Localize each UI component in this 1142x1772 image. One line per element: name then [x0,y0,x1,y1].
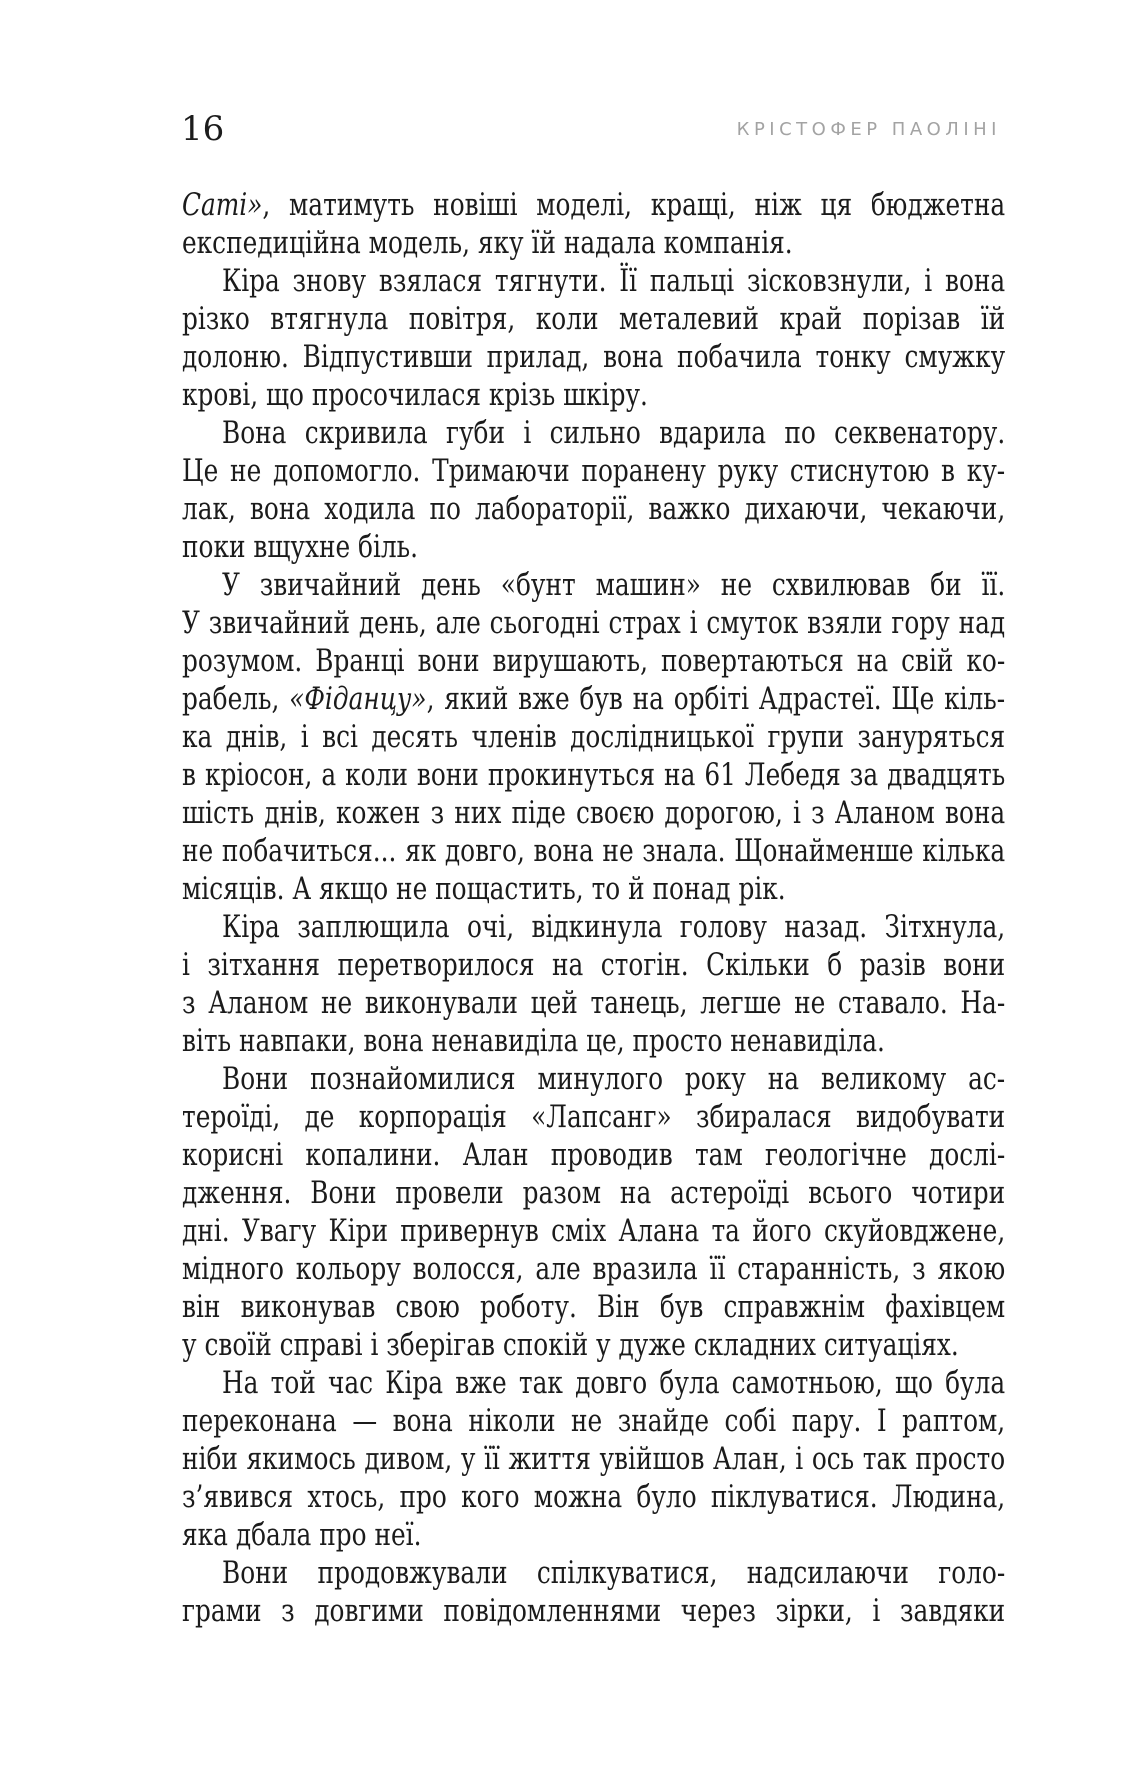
text-line: Саті», матимуть новіші моделі, кращі, ніж ця бюджетна [182,187,1006,223]
text-line: На той час Кіра вже так довго була самотньою, що була [222,1365,1006,1401]
text-line: розумом. Вранці вони вирушають, повертаються на свій ко- [182,643,1006,679]
text-line: корисні копалини. Алан проводив там геологічне дослі- [182,1137,1006,1173]
text-line: долоню. Відпустивши прилад, вона побачила тонку смужку [182,339,1006,375]
text-line: Це не допомогло. Тримаючи поранену руку стиснутою в ку- [182,453,1006,489]
text-line: переконана — вона ніколи не знайде собі пару. І раптом, [182,1403,1006,1439]
text-line: ніби якимось дивом, у її життя увійшов Алан, і ось так просто [182,1441,1006,1477]
text-line: тероїді, де корпорація «Лапсанг» збиралася видобувати [182,1099,1006,1135]
text-line: рабель, «Фіданцу», який вже був на орбіті Адрастеї. Ще кіль- [182,681,1006,717]
text-line: дні. Увагу Кіри привернув сміх Алана та його скуйовджене, [182,1213,1006,1249]
text-line: Вони познайомилися минулого року на великому ас- [222,1061,1006,1097]
text-line: з’явився хтось, про кого можна було піклуватися. Людина, [182,1479,1006,1515]
text-line: грами з довгими повідомленнями через зірки, і завдяки [182,1593,1006,1629]
text-line: і зітхання перетворилося на стогін. Скільки б разів вони [182,947,1006,983]
text-line: крові, що просочилася крізь шкіру. [182,377,648,413]
text-line: ка днів, і всі десять членів дослідницької групи зануряться [182,719,1006,755]
text-line: дження. Вони провели разом на астероїді всього чотири [182,1175,1006,1211]
text-line: віть навпаки, вона ненавиділа це, просто ненавиділа. [182,1023,885,1059]
text-line: експедиційна модель, яку їй надала компанія. [182,225,793,261]
page-number: 16 [181,109,225,149]
running-header: КРІСТОФЕР ПАОЛІНІ [736,119,1001,140]
text-line: в кріосон, а коли вони прокинуться на 61 Лебедя за двадцять [182,757,1006,793]
text-line: лак, вона ходила по лабораторії, важко дихаючи, чекаючи, [182,491,1006,527]
text-line: не побачиться... як довго, вона не знала. Щонайменше кілька [182,833,1006,869]
text-line: мідного кольору волосся, але вразила її старанність, з якою [182,1251,1006,1287]
text-line: Вони продовжували спілкуватися, надсилаючи голо- [222,1555,1006,1591]
text-line: поки вщухне біль. [182,529,419,565]
text-line: місяців. А якщо не пощастить, то й понад рік. [182,871,786,907]
text-line: з Аланом не виконували цей танець, легше не ставало. На- [182,985,1006,1021]
text-line: яка дбала про неї. [182,1517,422,1553]
text-line: Кіра заплющила очі, відкинула голову назад. Зітхнула, [222,909,1006,945]
text-line: У звичайний день «бунт машин» не схвилював би її. [222,567,1006,603]
text-line: у своїй справі і зберігав спокій у дуже складних ситуаціях. [182,1327,959,1363]
text-line: різко втягнула повітря, коли металевий край порізав їй [182,301,1006,337]
text-line: У звичайний день, але сьогодні страх і смуток взяли гору над [182,605,1006,641]
text-line: він виконував свою роботу. Він був справжнім фахівцем [182,1289,1006,1325]
text-line: Кіра знову взялася тягнути. Її пальці зісковзнули, і вона [222,263,1006,299]
text-line: шість днів, кожен з них піде своєю дорогою, і з Аланом вона [182,795,1006,831]
text-line: Вона скривила губи і сильно вдарила по секвенатору. [222,415,1006,451]
text-block [182,186,1005,1630]
